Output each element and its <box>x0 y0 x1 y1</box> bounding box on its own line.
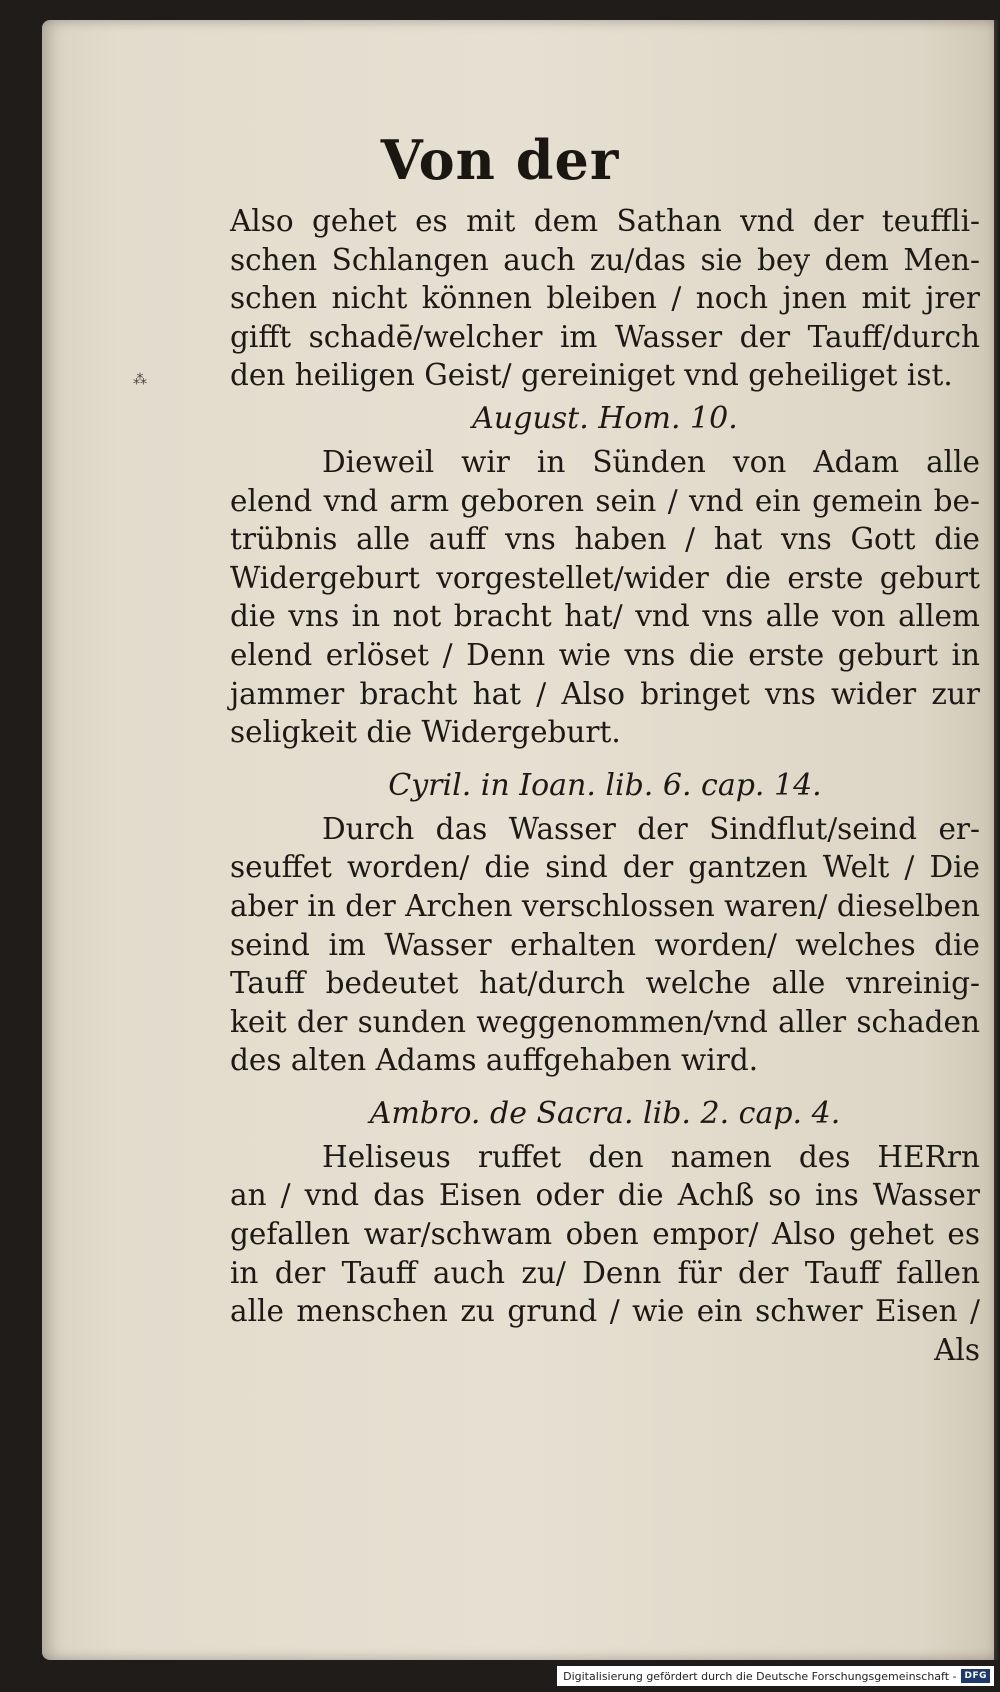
text-line: Durch das Wasser der Sindflut/seind er- <box>322 811 980 846</box>
text-line: schen nicht können bleiben / noch jnen mit jrer <box>230 281 980 316</box>
digitization-credit <box>557 1666 994 1686</box>
text-line: alle menschen zu grund / wie ein schwer Eisen / <box>230 1294 980 1329</box>
text-line: jammer bracht hat / Also bringet vns wider zur <box>230 676 980 711</box>
text-line: aber in der Archen verschlossen waren/ dieselben <box>230 888 980 923</box>
text-line: Widergeburt vorgestellet/wider die erste geburt <box>230 560 980 595</box>
text-line: an / vnd das Eisen oder die Achß so ins Wasser <box>230 1178 980 1213</box>
text-line: elend erlöset / Denn wie vns die erste geburt in <box>230 637 980 672</box>
text-line: Tauff bedeutet hat/durch welche alle vnreinig- <box>230 966 980 1001</box>
text-line: seligkeit die Widergeburt. <box>230 715 621 750</box>
text-line: die vns in not bracht hat/ vnd vns alle von allem <box>230 599 980 634</box>
text-line: den heiligen Geist/ gereiniget vnd geheiliget ist. <box>230 358 953 393</box>
text-line: seuffet worden/ die sind der gantzen Welt / Die <box>230 850 980 885</box>
text-line: elend vnd arm geboren sein / vnd ein gemein be- <box>230 483 980 518</box>
text-line: gefallen war/schwam oben empor/ Also gehet es <box>230 1217 980 1252</box>
margin-mark: ⁂ <box>133 372 147 388</box>
text-line: Heliseus ruffet den namen des HERrn <box>322 1139 980 1174</box>
text-line: schen Schlangen auch zu/das sie bey dem Men- <box>230 242 980 277</box>
body-text <box>230 202 980 1369</box>
text-line: in der Tauff auch zu/ Denn für der Tauff fallen <box>230 1255 980 1290</box>
text-line: Also gehet es mit dem Sathan vnd der teuffli- <box>230 204 980 238</box>
credit-text: Digitalisierung gefördert durch die Deutsche Forschungsgemeinschaft - <box>563 1669 957 1683</box>
citation-heading: Cyril. in Ioan. lib. 6. cap. 14. <box>388 767 822 803</box>
text-line: Dieweil wir in Sünden von Adam alle <box>322 444 980 479</box>
catchword: Als <box>934 1332 980 1367</box>
text-line: seind im Wasser erhalten worden/ welches die <box>230 927 980 962</box>
text-line: trübnis alle auff vns haben / hat vns Gott die <box>230 522 980 557</box>
citation-heading: August. Hom. 10. <box>472 400 738 436</box>
page-edge <box>994 20 1000 1660</box>
citation-heading: Ambro. de Sacra. lib. 2. cap. 4. <box>369 1095 841 1131</box>
running-head: Von der <box>380 128 620 192</box>
text-line: gifft schadē/welcher im Wasser der Tauff/durch <box>230 319 980 354</box>
text-line: keit der sunden weggenommen/vnd aller schaden <box>230 1004 980 1039</box>
text-line: des alten Adams auffgehaben wird. <box>230 1043 759 1078</box>
dfg-logo-icon: DFG <box>961 1669 990 1683</box>
